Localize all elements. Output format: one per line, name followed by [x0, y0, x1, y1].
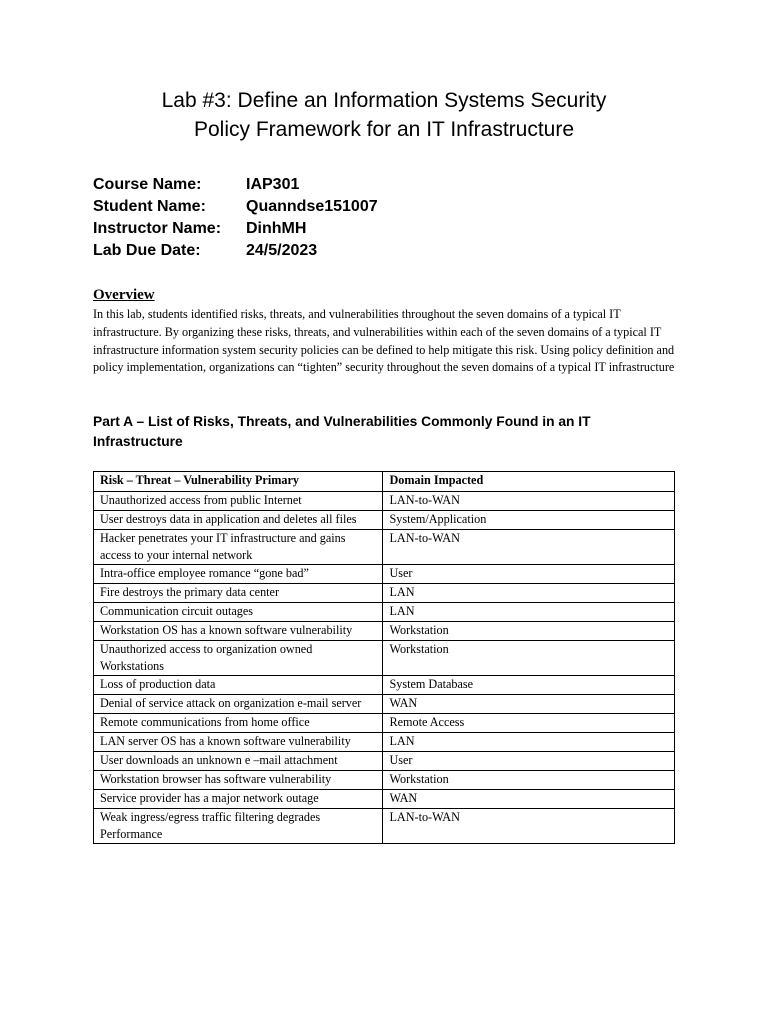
overview-paragraph: In this lab, students identified risks, threats, and vulnerabilities throughout the seven domains of a typical IT infrastructure. By organizing these risks, threats, and vulnerabilities within each of the seven domains of a typical IT infrastructure information system security policies can be defined to help mitigate this risk. Using policy definition and policy implementation, organizations can “tighten” security throughout the seven domains of a typical IT infrastructure [93, 307, 675, 375]
table-row [94, 603, 675, 622]
due-date-value: 24/5/2023 [246, 242, 318, 259]
title-line-1: Lab #3: Define an Information Systems Security [161, 89, 607, 112]
table-row [94, 733, 675, 752]
student-value: Quanndse151007 [246, 198, 378, 215]
risk-cell: Workstation browser has software vulnerability [94, 771, 383, 790]
domain-cell: LAN-to-WAN [383, 530, 675, 565]
table-row [94, 771, 675, 790]
table-row [94, 530, 675, 565]
table-row [94, 565, 675, 584]
course-value: IAP301 [246, 176, 300, 193]
risk-table [93, 471, 675, 844]
table-row [94, 492, 675, 511]
domain-cell: LAN [383, 733, 675, 752]
part-a-heading: Part A – List of Risks, Threats, and Vulnerabilities Commonly Found in an IT Infrastructure [93, 414, 591, 449]
risk-cell: LAN server OS has a known software vulnerability [94, 733, 383, 752]
domain-cell: LAN-to-WAN [383, 492, 675, 511]
risk-cell: Hacker penetrates your IT infrastructure and gains access to your internal network [94, 530, 383, 565]
domain-cell: User [383, 752, 675, 771]
risk-cell: Intra-office employee romance “gone bad” [94, 565, 383, 584]
overview-heading: Overview [93, 287, 155, 303]
student-label: Student Name: [93, 198, 206, 215]
risk-cell: Workstation OS has a known software vulnerability [94, 622, 383, 641]
document-title [0, 86, 768, 144]
domain-cell: Workstation [383, 622, 675, 641]
header-domain: Domain Impacted [383, 472, 675, 492]
domain-cell: LAN [383, 584, 675, 603]
risk-cell: Service provider has a major network outage [94, 790, 383, 809]
domain-cell: LAN [383, 603, 675, 622]
domain-cell: WAN [383, 790, 675, 809]
domain-cell: Workstation [383, 771, 675, 790]
risk-cell: User destroys data in application and deletes all files [94, 511, 383, 530]
risk-cell: Communication circuit outages [94, 603, 383, 622]
domain-cell: LAN-to-WAN [383, 809, 675, 844]
lab-info [93, 174, 378, 262]
table-row [94, 584, 675, 603]
domain-cell: System/Application [383, 511, 675, 530]
instructor-value: DinhMH [246, 220, 307, 237]
due-date-row [93, 240, 378, 262]
risk-cell: Fire destroys the primary data center [94, 584, 383, 603]
table-row [94, 511, 675, 530]
domain-cell: System Database [383, 676, 675, 695]
table-row [94, 752, 675, 771]
table-row [94, 790, 675, 809]
risk-cell: Remote communications from home office [94, 714, 383, 733]
course-row [93, 174, 378, 196]
table-row [94, 676, 675, 695]
table-row [94, 695, 675, 714]
risk-cell: Weak ingress/egress traffic filtering degrades Performance [94, 809, 383, 844]
student-row [93, 196, 378, 218]
risk-cell: Denial of service attack on organization e-mail server [94, 695, 383, 714]
course-label: Course Name: [93, 176, 202, 193]
risk-cell: User downloads an unknown e –mail attachment [94, 752, 383, 771]
risk-cell: Unauthorized access from public Internet [94, 492, 383, 511]
risk-cell: Unauthorized access to organization owned Workstations [94, 641, 383, 676]
risk-cell: Loss of production data [94, 676, 383, 695]
domain-cell: User [383, 565, 675, 584]
table-row [94, 714, 675, 733]
table-row [94, 641, 675, 676]
domain-cell: Workstation [383, 641, 675, 676]
instructor-row [93, 218, 378, 240]
table-header-row [94, 472, 675, 492]
domain-cell: WAN [383, 695, 675, 714]
instructor-label: Instructor Name: [93, 220, 222, 237]
header-risk: Risk – Threat – Vulnerability Primary [94, 472, 383, 492]
table-row [94, 622, 675, 641]
due-date-label: Lab Due Date: [93, 242, 201, 259]
title-line-2: Policy Framework for an IT Infrastructure [193, 118, 575, 141]
domain-cell: Remote Access [383, 714, 675, 733]
table-row [94, 809, 675, 844]
